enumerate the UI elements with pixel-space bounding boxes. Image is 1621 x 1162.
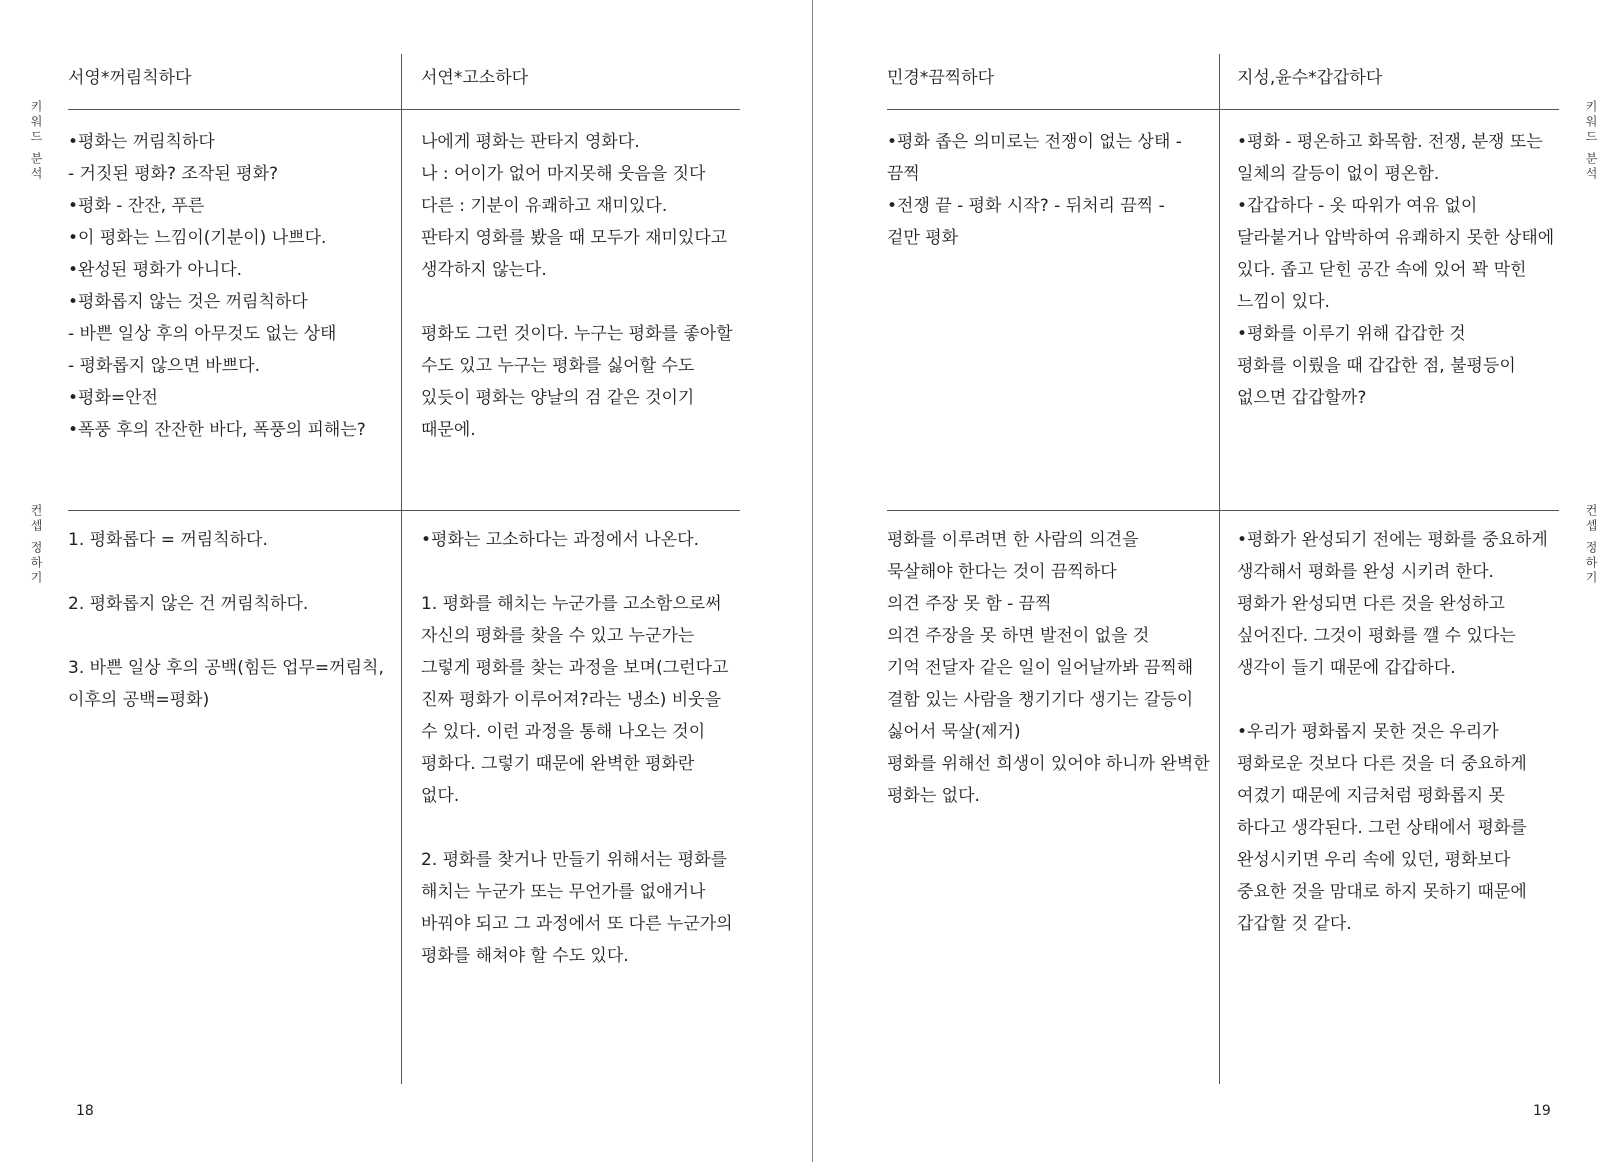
column-header-jiseong-yunsu: 지성,윤수*갑갑하다 <box>1237 68 1383 88</box>
section-divider <box>68 510 740 511</box>
concept-jiseong-yunsu: •평화가 완성되기 전에는 평화를 중요하게 생각해서 평화를 완성 시키려 한다. 평화가 완성되면 다른 것을 완성하고 싶어진다. 그것이 평화를 깰 수 있다는 생각이 들기 때문에 갑갑하다. •우리가 평화롭지 못한 것은 우리가 평화로운 것보다 다른 것을 더 중요하게 여겼기 때문에 지금처럼 평화롭지 못 하다고 생각된다. 그런 상태에서 평화를 완성시키면 우리 속에 있던, 평화보다 중요한 것을 맘대로 하지 못하기 때문에 갑갑할 것 같다. <box>1237 530 1548 934</box>
side-label-keyword-analysis: 키워드 분석 <box>29 100 43 182</box>
section-divider <box>887 510 1559 511</box>
header-divider <box>68 109 740 110</box>
header-divider <box>887 109 1559 110</box>
concept-seoyoung: 1. 평화롭다 = 꺼림칙하다. 2. 평화롭지 않은 건 꺼림칙하다. 3. 바쁜 일상 후의 공백(힘든 업무=꺼림칙, 이후의 공백=평화) <box>68 530 384 710</box>
column-header-mingyeong: 민경*끔찍하다 <box>887 68 995 88</box>
keyword-analysis-mingyeong: •평화 좁은 의미로는 전쟁이 없는 상태 - 끔찍 •전쟁 끝 - 평화 시작? - 뒤처리 끔찍 - 겉만 평화 <box>887 132 1182 248</box>
concept-seoyeon: •평화는 고소하다는 과정에서 나온다. 1. 평화를 해치는 누군가를 고소함으로써 자신의 평화를 찾을 수 있고 누군가는 그렇게 평화를 찾는 과정을 보며(그런다고 진짜 평화가 이루어져?라는 냉소) 비웃을 수 있다. 이런 과정을 통해 나오는 것이 평화다. 그렇기 때문에 완벽한 평화란 없다. 2. 평화를 찾거나 만들기 위해서는 평화를 해치는 누군가 또는 무언가를 없애거나 바꿔야 되고 그 과정에서 또 다른 누군가의 평화를 해쳐야 할 수도 있다. <box>421 530 733 966</box>
keyword-analysis-jiseong-yunsu: •평화 - 평온하고 화목함. 전쟁, 분쟁 또는 일체의 갈등이 없이 평온함. •갑갑하다 - 옷 따위가 여유 없이 달라붙거나 압박하여 유쾌하지 못한 상태에 있다. 좁고 닫힌 공간 속에 있어 꽉 막힌 느낌이 있다. •평화를 이루기 위해 갑갑한 것 평화를 이뤘을 때 갑갑한 점, 불평등이 없으면 갑갑할까? <box>1237 132 1555 408</box>
keyword-analysis-seoyeon: 나에게 평화는 판타지 영화다. 나 : 어이가 없어 마지못해 웃음을 짓다 다른 : 기분이 유쾌하고 재미있다. 판타지 영화를 봤을 때 모두가 재미있다고 생각하지 않는다. 평화도 그런 것이다. 누구는 평화를 좋아할 수도 있고 누구는 평화를 싫어할 수도 있듯이 평화는 양날의 검 같은 것이기 때문에. <box>421 132 733 440</box>
column-header-seoyeon: 서연*고소하다 <box>421 68 529 88</box>
right-page <box>813 0 1621 1162</box>
column-divider <box>1219 54 1220 1084</box>
concept-mingyeong: 평화를 이루려면 한 사람의 의견을 묵살해야 한다는 것이 끔찍하다 의견 주장 못 함 - 끔찍 의견 주장을 못 하면 발전이 없을 것 기억 전달자 같은 일이 일어날까봐 끔찍해 결함 있는 사람을 챙기기다 생기는 갈등이 싫어서 묵살(제거) 평화를 위해선 희생이 있어야 하니까 완벽한 평화는 없다. <box>887 530 1210 806</box>
column-divider <box>401 54 402 1084</box>
column-header-seoyoung: 서영*꺼림칙하다 <box>68 68 192 88</box>
side-label-keyword-analysis: 키워드 분석 <box>1584 100 1598 182</box>
side-label-concept: 컨셉 정하기 <box>1584 504 1598 586</box>
page-number: 19 <box>1533 1103 1551 1119</box>
page-number: 18 <box>76 1103 94 1119</box>
keyword-analysis-seoyoung: •평화는 꺼림칙하다 - 거짓된 평화? 조작된 평화? •평화 - 잔잔, 푸른 •이 평화는 느낌이(기분이) 나쁘다. •완성된 평화가 아니다. •평화롭지 않는 것은 꺼림칙하다 - 바쁜 일상 후의 아무것도 없는 상태 - 평화롭지 않으면 바쁘다. •평화=안전 •폭풍 후의 잔잔한 바다, 폭풍의 피해는? <box>68 132 366 440</box>
side-label-concept: 컨셉 정하기 <box>29 504 43 586</box>
